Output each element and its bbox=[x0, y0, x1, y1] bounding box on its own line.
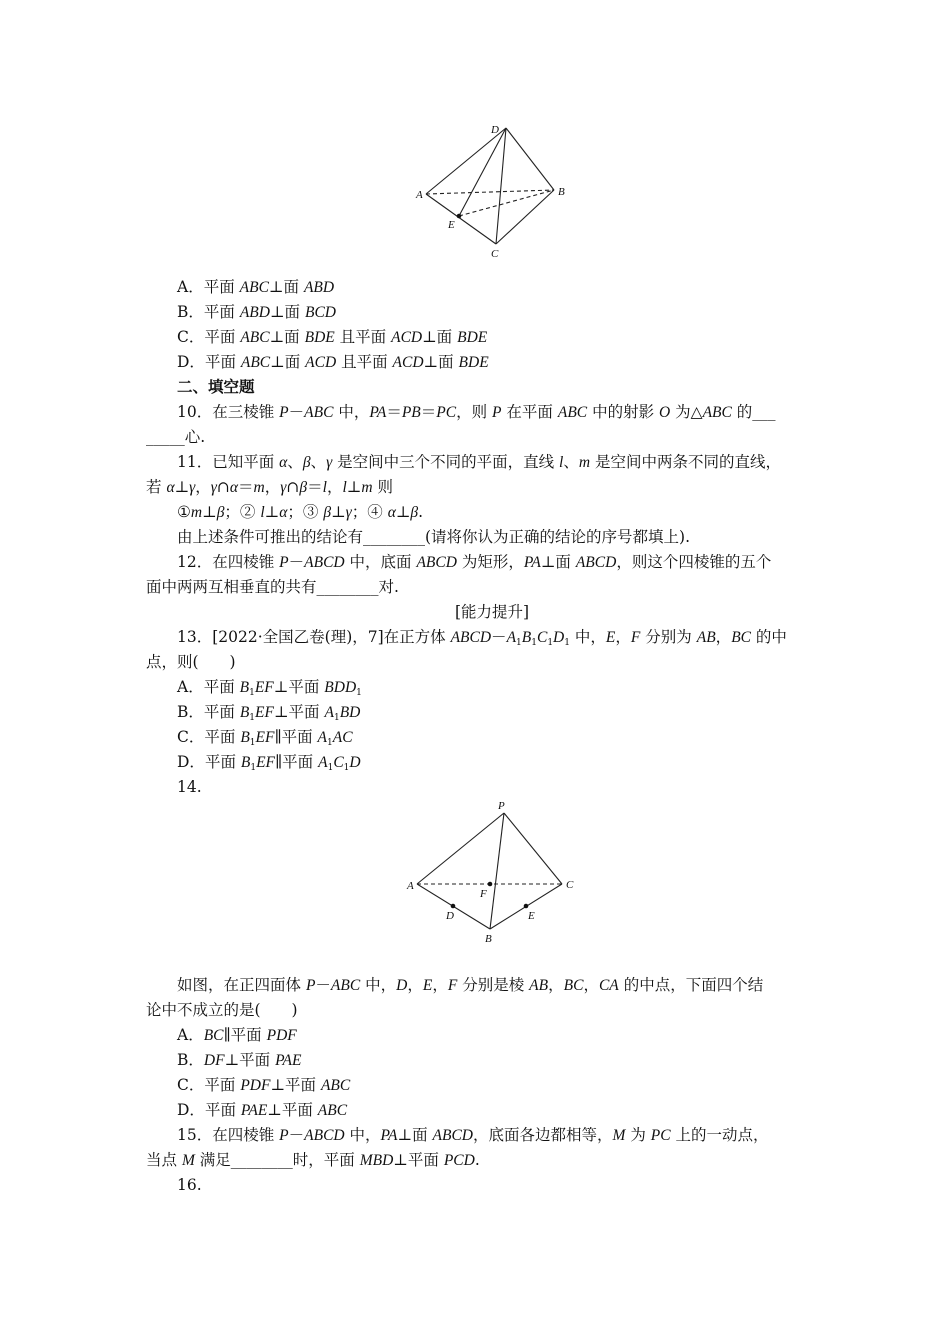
q13-option-c: C．平面 $B_1EF\parallel$平面 $A_1AC$ bbox=[177, 728, 353, 748]
label-C: C bbox=[491, 248, 499, 260]
q13-option-b: B．平面 $B_1EF\perp$平面 $A_1BD$ bbox=[177, 703, 361, 723]
q9-option-b: B．平面 ABD⊥面 BCD bbox=[177, 303, 336, 321]
label-B: B bbox=[485, 933, 492, 945]
q9-option-a: A．平面 ABC⊥面 ABD bbox=[177, 278, 335, 296]
q14-option-a: A．BC∥平面 PDF bbox=[177, 1026, 297, 1044]
q14-option-c: C．平面 PDF⊥平面 ABC bbox=[177, 1076, 351, 1094]
q12-line-2: 面中两两互相垂直的共有________对. bbox=[146, 578, 399, 596]
tetrahedron-figure-2 bbox=[400, 796, 590, 946]
q15-line-2: 当点 M 满足________时，平面 MBD⊥平面 PCD. bbox=[146, 1151, 480, 1169]
q14-line-1: 如图，在正四面体 P－ABC 中，D，E，F 分别是棱 AB，BC，CA 的中点，下面四个结 bbox=[177, 976, 764, 994]
q9-option-c: C．平面 ABC⊥面 BDE 且平面 ACD⊥面 BDE bbox=[177, 328, 488, 346]
label-B: B bbox=[558, 186, 565, 198]
label-F: F bbox=[480, 888, 487, 900]
q13-option-a: A．平面 $B_1EF\perp$平面 $BDD_1$ bbox=[177, 678, 362, 698]
label-A: A bbox=[407, 880, 414, 892]
q11-line-4: 由上述条件可推出的结论有________(请将你认为正确的结论的序号都填上). bbox=[177, 528, 691, 546]
label-A: A bbox=[416, 189, 423, 201]
q14-line-2: 论中不成立的是( ) bbox=[146, 1001, 298, 1019]
q14-option-d: D．平面 PAE⊥平面 ABC bbox=[177, 1101, 348, 1119]
label-C: C bbox=[566, 879, 574, 891]
q15-line-1: 15．在四棱锥 P－ABCD 中，PA⊥面 ABCD，底面各边都相等，M 为 PC 上的一动点， bbox=[177, 1126, 769, 1144]
q14-number: 14. bbox=[177, 778, 202, 796]
tetrahedron-figure-1 bbox=[405, 118, 585, 263]
label-E: E bbox=[528, 910, 535, 922]
label-D: D bbox=[446, 910, 454, 922]
section-title-fill-in: 二、填空题 bbox=[177, 377, 255, 396]
q14-option-b: B．DF⊥平面 PAE bbox=[177, 1051, 302, 1069]
section-title-ability: [能力提升] bbox=[455, 603, 530, 621]
label-E: E bbox=[448, 219, 455, 231]
q9-option-d: D．平面 ABC⊥面 ACD 且平面 ACD⊥面 BDE bbox=[177, 353, 489, 371]
q12-line-1: 12．在四棱锥 P－ABCD 中，底面 ABCD 为矩形，PA⊥面 ABCD，则这个四棱锥的五个 bbox=[177, 553, 772, 571]
q16-number: 16. bbox=[177, 1176, 202, 1194]
q11-line-3: ①m⊥β；② l⊥α；③ β⊥γ；④ α⊥β. bbox=[177, 503, 424, 521]
q13-line-2: 点，则( ) bbox=[146, 653, 236, 671]
q13-option-d: D．平面 $B_1EF\parallel$平面 $A_1C_1D$ bbox=[177, 753, 361, 773]
label-P: P bbox=[498, 800, 505, 812]
q10-line-1: 10．在三棱锥 P－ABC 中，PA＝PB＝PC，则 P 在平面 ABC 中的射影 O 为△ABC 的___ bbox=[177, 403, 776, 421]
label-D: D bbox=[491, 124, 499, 136]
q13-line-1: 13．[2022·全国乙卷(理)，7]在正方体 $ABCD-A_1B_1C_1D_1$ 中，E，F 分别为 AB，BC 的中 bbox=[177, 628, 787, 648]
q11-line-2: 若 α⊥γ，γ∩α＝m，γ∩β＝l，l⊥m 则 bbox=[146, 478, 393, 496]
q11-line-1: 11．已知平面 α、β、γ 是空间中三个不同的平面，直线 l、m 是空间中两条不同的直线， bbox=[177, 453, 781, 471]
q10-line-2: _____心. bbox=[146, 428, 206, 446]
